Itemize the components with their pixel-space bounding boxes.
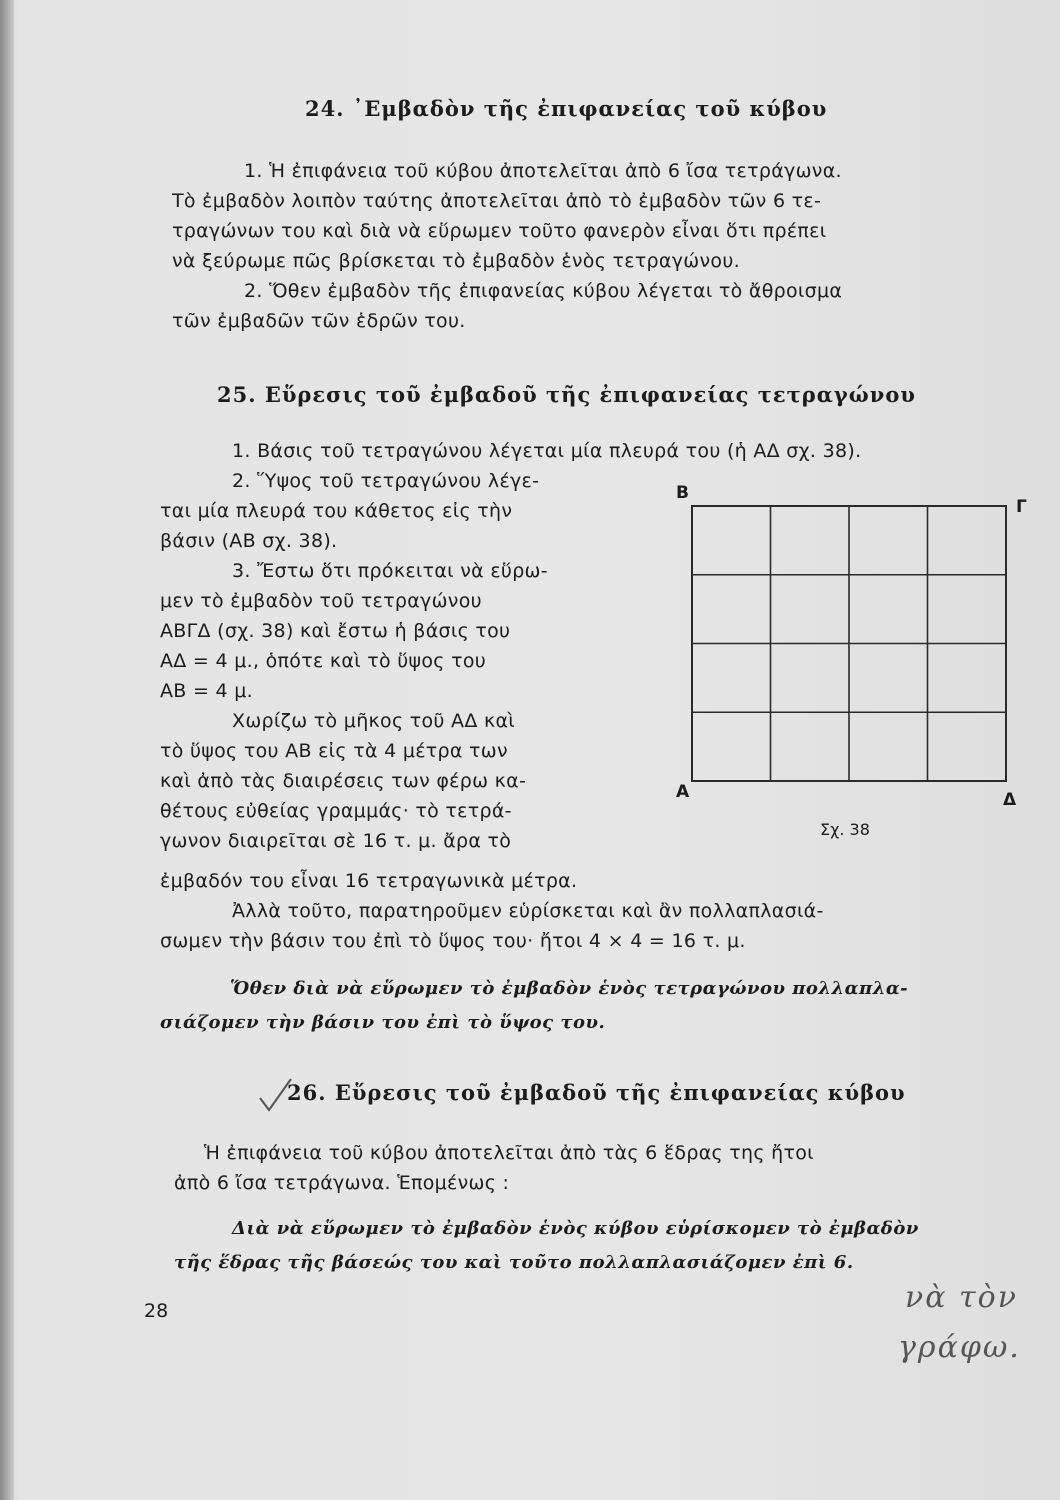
text-line: 3. Ἔστω ὅτι πρόκειται νὰ εὕρω-	[232, 560, 548, 582]
text-line: ἐμβαδόν του εἶναι 16 τετραγωνικὰ μέτρα.	[160, 870, 578, 892]
section-26-body	[174, 1138, 1044, 1198]
vertex-label-a: Α	[676, 782, 690, 802]
text-line: Ἀλλὰ τοῦτο, παρατηροῦμεν εὑρίσκεται καὶ ἂν πολλαπλασιά-	[232, 900, 824, 922]
section-25-line-1: 1. Βάσις τοῦ τετραγώνου λέγεται μία πλευρά του (ἡ ΑΔ σχ. 38).	[232, 440, 862, 462]
section-25-rule	[160, 972, 1045, 1040]
section-26-rule	[174, 1212, 1044, 1280]
rule-line: σιάζομεν τὴν βάσιν του ἐπὶ τὸ ὕψος του.	[160, 1012, 606, 1033]
text-line: Χωρίζω τὸ μῆκος τοῦ ΑΔ καὶ	[232, 710, 516, 732]
section-25-tail	[160, 866, 1040, 956]
text-line: ται μία πλευρά του κάθετος εἰς τὴν	[160, 500, 513, 522]
vertex-label-g: Γ	[1016, 497, 1027, 517]
text-line: βάσιν (ΑΒ σχ. 38).	[160, 530, 338, 552]
section-24-body	[172, 156, 1057, 336]
text-line: Ἡ ἐπιφάνεια τοῦ κύβου ἀποτελεῖται ἀπὸ τὰς 6 ἕδρας της ἤτοι	[204, 1142, 814, 1164]
text-line: 2. Ὕψος τοῦ τετραγώνου λέγε-	[232, 470, 540, 492]
page-number: 28	[144, 1300, 169, 1322]
text-line: Τὸ ἐμβαδὸν λοιπὸν ταύτης ἀποτελεῖται ἀπὸ τὸ ἐμβαδὸν τῶν 6 τε-	[172, 190, 822, 212]
handwritten-note-line-1: νὰ τὸν	[905, 1280, 1018, 1315]
text-line: νὰ ξεύρωμε πῶς βρίσκεται τὸ ἐμβαδὸν ἑνὸς τετραγώνου.	[172, 250, 740, 272]
rule-line: Διὰ νὰ εὕρωμεν τὸ ἐμβαδὸν ἑνὸς κύβου εὑρίσκομεν τὸ ἐμβαδὸν	[232, 1218, 919, 1239]
text-line: ΑΒΓΔ (σχ. 38) καὶ ἔστω ἡ βάσις του	[160, 620, 511, 642]
text-line: ΑΔ = 4 μ., ὁπότε καὶ τὸ ὕψος του	[160, 650, 487, 672]
text-line: σωμεν τὴν βάσιν του ἐπὶ τὸ ὕψος του· ἤτοι 4 × 4 = 16 τ. μ.	[160, 930, 746, 952]
text-line: 1. Ἡ ἐπιφάνεια τοῦ κύβου ἀποτελεῖται ἀπὸ 6 ἴσα τετράγωνα.	[244, 160, 842, 182]
section-24-heading: 24. ᾿Εμβαδὸν τῆς ἐπιφανείας τοῦ κύβου	[305, 96, 828, 121]
text-line: καὶ ἀπὸ τὰς διαιρέσεις των φέρω κα-	[160, 770, 527, 792]
text-line: τὸ ὕψος του ΑΒ εἰς τὰ 4 μέτρα των	[160, 740, 508, 762]
text-line: τραγώνων του καὶ διὰ νὰ εὕρωμεν τοῦτο φανερὸν εἶναι ὅτι πρέπει	[172, 220, 827, 242]
page-spine-shadow	[0, 0, 14, 1500]
section-25-column-text	[160, 466, 628, 856]
section-26-heading: 26. Εὕρεσις τοῦ ἐμβαδοῦ τῆς ἐπιφανείας κύβου	[287, 1080, 906, 1105]
rule-line: Ὅθεν διὰ νὰ εὕρωμεν τὸ ἐμβαδὸν ἑνὸς τετραγώνου πολλαπλα-	[230, 978, 909, 999]
text-line: μεν τὸ ἐμβαδὸν τοῦ τετραγώνου	[160, 590, 482, 612]
vertex-label-b: Β	[676, 483, 689, 503]
figure-38-square-grid	[672, 490, 1032, 810]
text-line: ΑΒ = 4 μ.	[160, 680, 253, 702]
figure-caption: Σχ. 38	[820, 820, 870, 839]
vertex-label-d: Δ	[1003, 790, 1017, 810]
text-line: γωνον διαιρεῖται σὲ 16 τ. μ. ἄρα τὸ	[160, 830, 512, 852]
text-line: τῶν ἐμβαδῶν τῶν ἑδρῶν του.	[172, 310, 466, 332]
rule-line: τῆς ἕδρας τῆς βάσεώς του καὶ τοῦτο πολλαπλασιάζομεν ἐπὶ 6.	[174, 1252, 854, 1273]
text-line: 2. Ὅθεν ἐμβαδὸν τῆς ἐπιφανείας κύβου λέγεται τὸ ἄθροισμα	[244, 280, 843, 302]
text-line: θέτους εὐθείας γραμμάς· τὸ τετρά-	[160, 800, 512, 822]
text-line: ἀπὸ 6 ἴσα τετράγωνα. Ἑπομένως :	[174, 1172, 510, 1194]
section-25-heading: 25. Εὕρεσις τοῦ ἐμβαδοῦ τῆς ἐπιφανείας τετραγώνου	[217, 382, 916, 407]
handwritten-note-line-2: γράφω.	[898, 1330, 1021, 1365]
